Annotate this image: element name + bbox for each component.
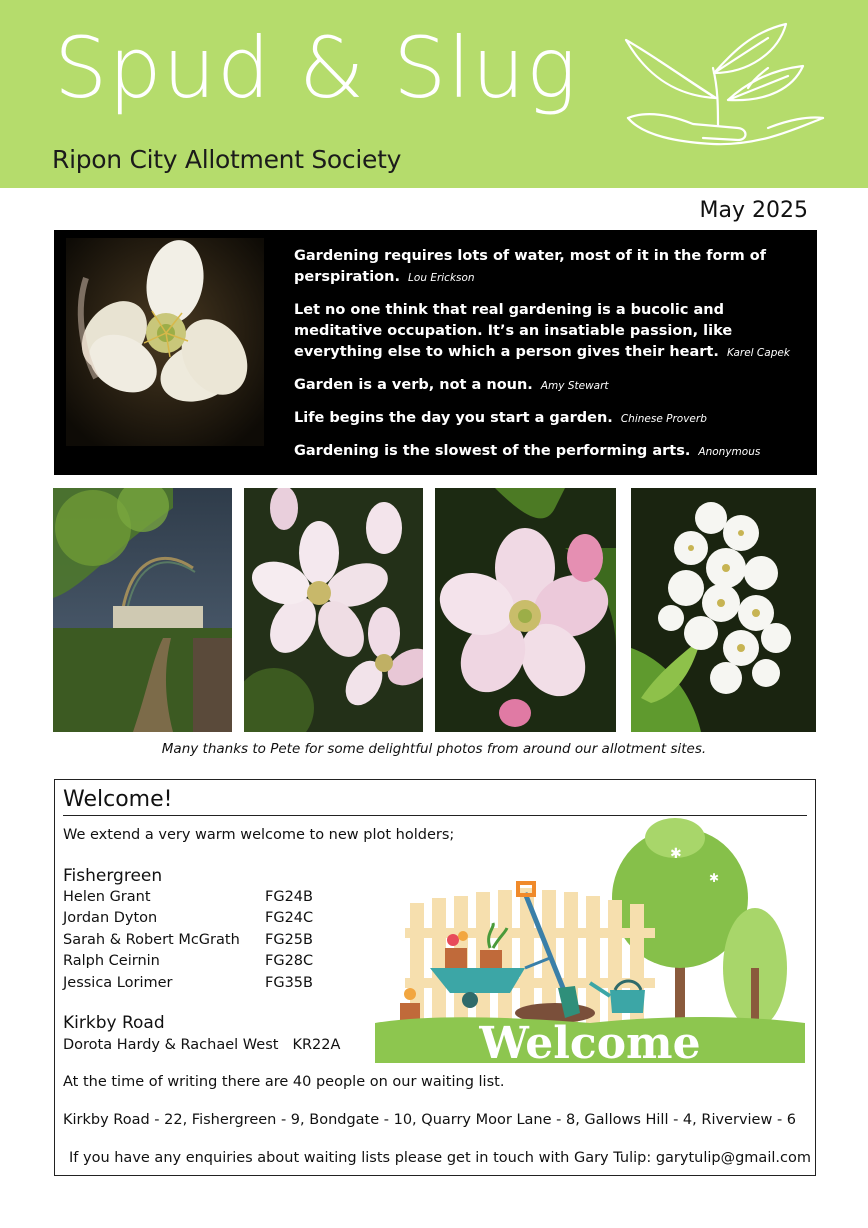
holder-name: Ralph Ceirnin bbox=[63, 953, 160, 969]
svg-text:✱: ✱ bbox=[670, 846, 682, 862]
quote-author: Anonymous bbox=[698, 446, 761, 458]
quote-author: Chinese Proverb bbox=[620, 413, 707, 425]
white-blossom-cluster-photo bbox=[631, 488, 816, 732]
plot-code: FG25B bbox=[265, 932, 313, 948]
welcome-heading: Welcome! bbox=[63, 787, 173, 812]
waiting-list-contact: If you have any enquiries about waiting lists please get in touch with Gary Tulip: garytulip@gmail.com bbox=[69, 1150, 811, 1166]
plot-code: FG35B bbox=[265, 975, 313, 991]
quote: Garden is a verb, not a noun. Amy Stewart bbox=[294, 377, 609, 393]
holder-name: Jordan Dyton bbox=[63, 910, 158, 926]
holder-name: Helen Grant bbox=[63, 889, 151, 905]
photo-caption: Many thanks to Pete for some delightful photos from around our allotment sites. bbox=[161, 741, 707, 757]
apple-flower-photo bbox=[435, 488, 616, 732]
holder-name: Jessica Lorimer bbox=[63, 975, 173, 991]
hand-with-seedling-icon bbox=[618, 18, 828, 168]
newsletter-title: Spud & Slug bbox=[54, 19, 578, 117]
quote: Gardening is the slowest of the performing arts. Anonymous bbox=[294, 443, 761, 459]
plot-code: FG24B bbox=[265, 889, 313, 905]
quote: Let no one think that real gardening is a bucolic and meditative occupation. It’s an insatiable passion, like everything else to which a person gives their heart. Karel Capek bbox=[294, 302, 790, 360]
site-heading-fishergreen: Fishergreen bbox=[63, 866, 163, 886]
plot-holder-row bbox=[63, 1037, 340, 1053]
quote-list bbox=[294, 246, 804, 474]
quote-author: Lou Erickson bbox=[408, 272, 475, 284]
plot-holder-row bbox=[63, 910, 383, 930]
quote: Gardening requires lots of water, most of it in the form of perspiration. Lou Erickson bbox=[294, 248, 767, 285]
welcome-section bbox=[54, 779, 816, 1176]
holder-name: Dorota Hardy & Rachael West bbox=[63, 1037, 279, 1053]
apple-blossom-photo bbox=[66, 238, 264, 446]
plot-code: KR22A bbox=[292, 1037, 341, 1053]
issue-date: May 2025 bbox=[699, 198, 808, 223]
svg-text:✱: ✱ bbox=[709, 871, 720, 885]
quote-author: Karel Capek bbox=[726, 347, 790, 359]
quote-author: Amy Stewart bbox=[540, 380, 609, 392]
welcome-garden-illustration bbox=[375, 818, 805, 1063]
plot-holder-row bbox=[63, 953, 383, 973]
waiting-list-breakdown: Kirkby Road - 22, Fishergreen - 9, Bondgate - 10, Quarry Moor Lane - 8, Gallows Hill - 4, Riverview - 6 bbox=[63, 1112, 797, 1128]
plot-holder-row bbox=[63, 889, 383, 909]
plot-holder-row bbox=[63, 975, 383, 995]
welcome-banner-text: Welcome bbox=[479, 1018, 701, 1063]
waiting-list-count: At the time of writing there are 40 people on our waiting list. bbox=[63, 1074, 505, 1090]
welcome-intro: We extend a very warm welcome to new plot holders; bbox=[63, 827, 455, 843]
heading-divider bbox=[63, 815, 807, 816]
plot-code: FG28C bbox=[265, 953, 314, 969]
quotes-panel bbox=[54, 230, 817, 475]
holder-name: Sarah & Robert McGrath bbox=[63, 932, 240, 948]
allotment-rainbow-photo bbox=[53, 488, 232, 732]
pink-blossom-photo bbox=[244, 488, 423, 732]
plot-code: FG24C bbox=[265, 910, 314, 926]
quote: Life begins the day you start a garden. Chinese Proverb bbox=[294, 410, 707, 426]
site-heading-kirkby-road: Kirkby Road bbox=[63, 1013, 165, 1033]
plot-holder-row bbox=[63, 932, 383, 952]
header-banner bbox=[0, 0, 868, 188]
society-name: Ripon City Allotment Society bbox=[52, 145, 402, 174]
